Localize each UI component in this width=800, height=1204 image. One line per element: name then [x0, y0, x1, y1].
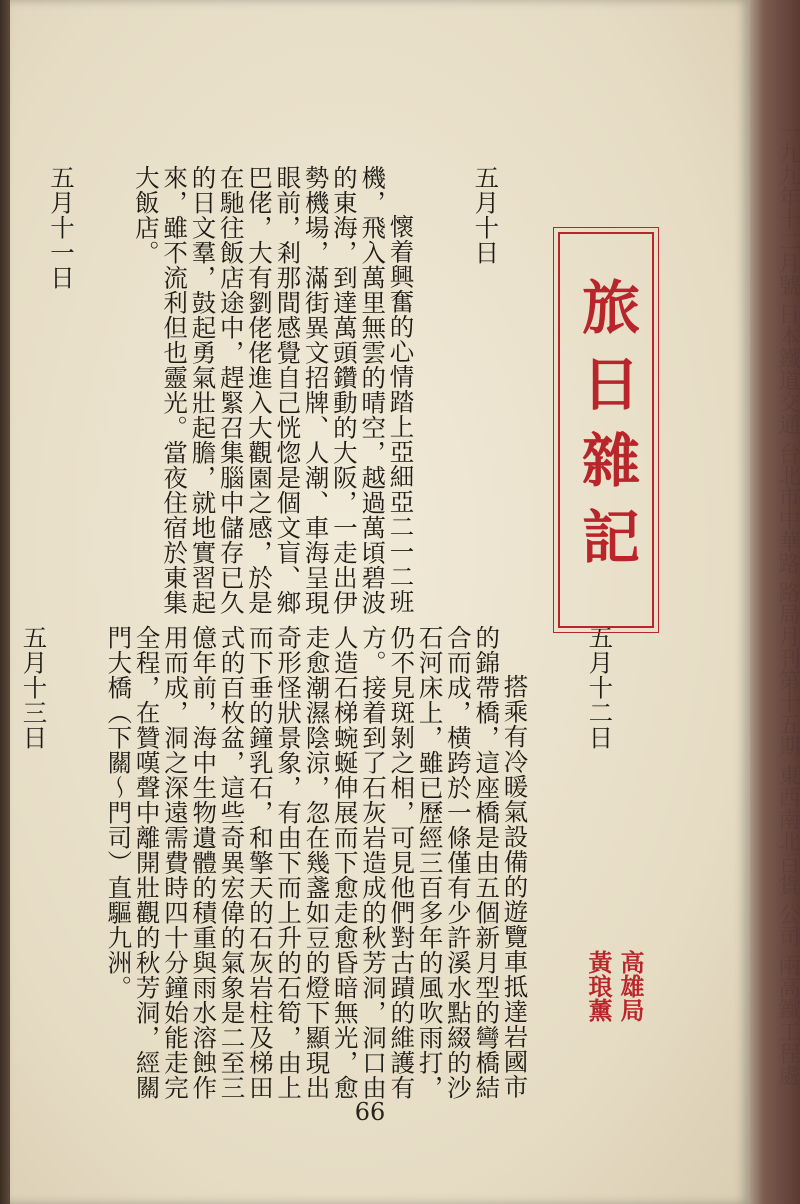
entry-date: 五月十二日 [585, 625, 615, 750]
byline-author: 黃琅薰 [584, 950, 613, 1022]
page-number: 66 [354, 1098, 386, 1126]
byline-affiliation: 高雄局 [616, 950, 645, 1022]
entry-date: 五月十日 [471, 165, 501, 265]
entry-text: 懷着興奮的心情踏上亞細亞二一二班機，飛入萬里無雲的晴空，越過萬頃碧波的東海，到達萬頭鑽動的大阪，一走出伊勢機場，滿街異文招牌、人潮、車海呈現眼前，剎那間感覺自己恍惚是個文盲、鄉巴佬，大有劉佬佬進入大觀園之感，於是在馳往飯店途中，趕緊召集腦中儲存已久的日文羣，鼓起勇氣壯起膽，就地實習起來，雖不流利但也靈光。當夜住宿於東集大飯店。 [131, 165, 416, 615]
entry-text: 搭乘有冷暖氣設備的遊覽車抵達岩國市的錦帶橋，這座橋是由五個新月型的彎橋結合而成，横跨於一條僅有少許溪水點綴的沙石河床上，雖已歷經三百多年的風吹雨打，仍不見斑剝之相，可見他們對古蹟的維護有方。接着到了石灰岩造成的秋芳洞，洞口由人造石梯蜿蜒伸展而下愈走愈昏暗無光，愈走愈潮濕陰涼，忽在幾盞如豆的燈下顯現出奇形怪狀景象，有由下而上升的石筍，由上而下垂的鐘乳石，和擎天的石灰岩柱及梯田式的百枚盆，這些奇異宏偉的氣象是二至三億年前，海中生物遺體的積重與雨水溶蝕作用而成，洞之深遠需費時四十分鐘始能走完全程，在贊嘆聲中離開壯觀的秋芳洞，經關門大橋（下關～門司）直驅九洲。 [104, 625, 530, 1100]
byline [582, 950, 646, 1060]
entry-date: 五月十三日 [19, 625, 49, 750]
title-box [558, 232, 654, 628]
entry-date: 五月十一日 [46, 165, 76, 290]
article-title: 旅日雜記 [572, 276, 640, 584]
text-block-upper [36, 165, 556, 620]
